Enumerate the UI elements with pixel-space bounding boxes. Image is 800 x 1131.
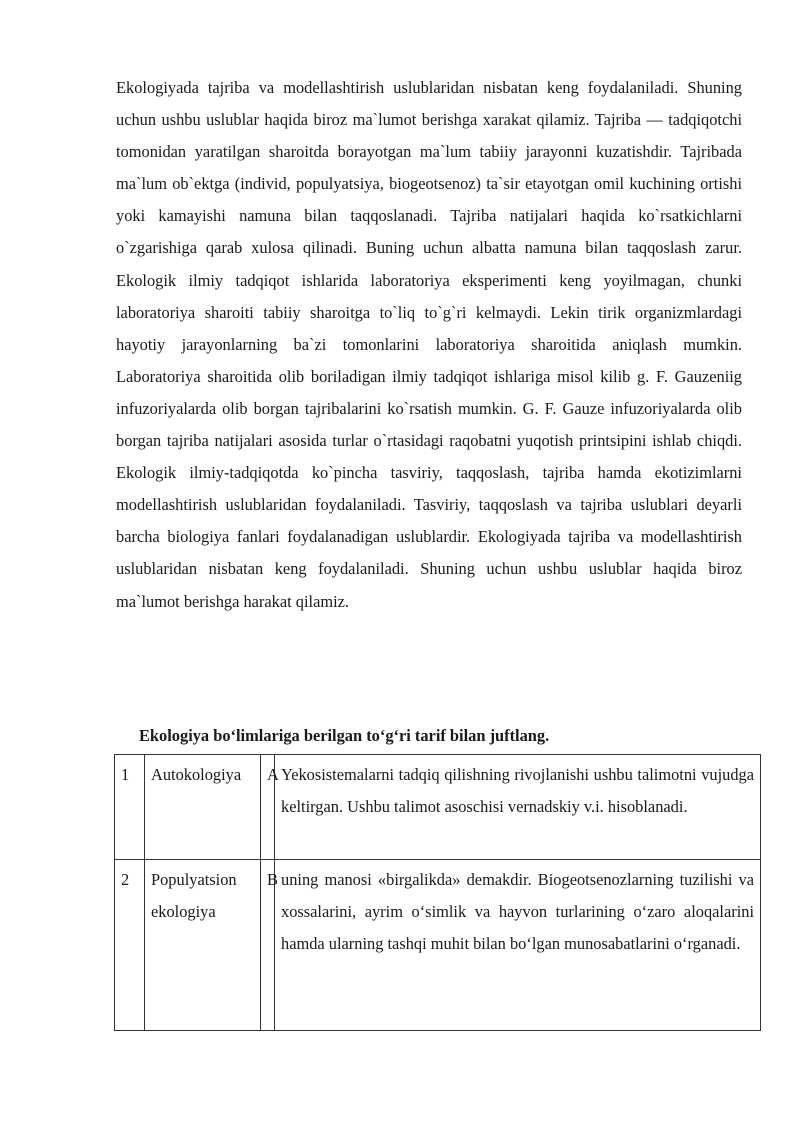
row-number-cell: 1 (115, 755, 145, 860)
letter-cell: A (261, 755, 275, 860)
body-paragraph: Ekologiyada tajriba va modellashtirish uslublaridan nisbatan keng foydalaniladi. Shuning uchun ushbu uslublar haqida biroz ma`lumot berishga xarakat qilamiz. Tajriba — tadqiqotchi tomonidan yaratilgan sharoitda borayotgan ma`lum tabiiy jarayonni kuzatishdir. Tajribada ma`lum ob`ektga (individ, populyatsiya, biogeotsenoz) ta`sir etayotgan omil kuchining ortishi yoki kamayishi namuna bilan taqqoslanadi. Tajriba natijalari haqida ko`rsatkichlarni o`zgarishiga qarab xulosa qilinadi. Buning uchun albatta namuna bilan taqqoslash zarur. Ekologik ilmiy tadqiqot ishlarida laboratoriya eksperimenti keng yoyilmagan, chunki laboratoriya sharoiti tabiiy sharoitga to`liq to`g`ri kelmaydi. Lekin tirik organizmlardagi hayotiy jarayonlarning ba`zi tomonlarini laboratoriya sharoitida aniqlash mumkin. Laboratoriya sharoitida olib boriladigan ilmiy tadqiqot ishlariga misol kilib g. F. Gauzeniig infuzoriyalarda olib borgan tajribalarini ko`rsatish mumkin. G. F. Gauze infuzoriyalarda olib borgan tajriba natijalari asosida turlar o`rtasidagi raqobatni yuqotish printsipini ishlab chiqdi. Ekologik ilmiy-tadqiqotda ko`pincha tasviriy, taqqoslash, tajriba hamda ekotizimlarni modellashtirish uslublaridan foydalaniladi. Tasviriy, taqqoslash va tajriba uslublari deyarli barcha biologiya fanlari foydalanadigan uslublardir. Ekologiyada tajriba va modellashtirish uslublaridan nisbatan keng foydalaniladi. Shuning uchun ushbu uslublar haqida biroz ma`lumot berishga harakat qilamiz. (116, 78, 742, 611)
term-cell: Populyatsion ekologiya (145, 860, 261, 1031)
table-row (115, 860, 761, 1031)
definition-cell: uning manosi «birgalikda» demakdir. Biogeotsenozlarning tuzilishi va xossalarini, ayrim o‘simlik va hayvon turlarining o‘zaro aloqalarini hamda ularning tashqi muhit bilan bo‘lgan munosabatlarini o‘rganadi. (275, 860, 761, 1031)
table-row (115, 755, 761, 860)
term-cell: Autokologiya (145, 755, 261, 860)
task-heading: Ekologiya bo‘limlariga berilgan to‘g‘ri tarif bilan juftlang. (139, 726, 550, 745)
row-number-cell: 2 (115, 860, 145, 1031)
matching-table (114, 754, 761, 1031)
letter-cell: B (261, 860, 275, 1031)
definition-cell: Yekosistemalarni tadqiq qilishning rivojlanishi ushbu talimotni vujudga keltirgan. Ushbu talimot asoschisi vernadskiy v.i. hisoblanadi. (275, 755, 761, 860)
